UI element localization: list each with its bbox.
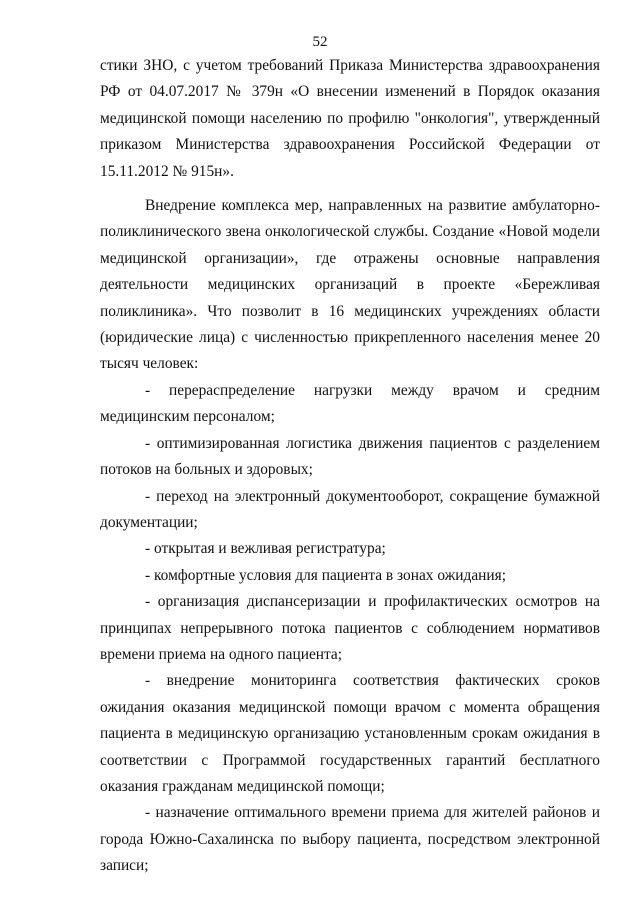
list-item: - открытая и вежливая регистратура; [145,540,386,558]
list-item: - комфортные условия для пациента в зонах ожидания; [145,566,507,584]
list-item: - внедрение мониторинга соответствия фактических сроков ожидания оказания медицинской помощи врачом с момента обращения пациента в медицинскую организацию установленным срокам ожидания в соответствии с Программой государственных гарантий бесплатного оказания гражданам медицинской помощи; [100,672,600,795]
list-item: - оптимизированная логистика движения пациентов с разделением потоков на больных и здоровых; [100,434,600,479]
page-number: 52 [312,34,328,50]
paragraph-intro: Внедрение комплекса мер, направленных на развитие амбулаторно-поликлинического звена онкологической службы. Создание «Новой модели медицинской организации», где отражены основные направления деятельности медицинских организаций в проекте «Бережливая поликлиника». Что позволит в 16 медицинских учреждениях области (юридические лица) с численностью прикрепленного населения менее 20 тысяч человек: [100,197,600,373]
list-item: - переход на электронный документооборот, сокращение бумажной документации; [100,487,600,531]
list-item: - организация диспансеризации и профилактических осмотров на принципах непрерывного потока пациентов с соблюдением нормативов времени приема на одного пациента; [100,593,600,663]
list-item: - перераспределение нагрузки между врачом и средним медицинским персоналом; [100,381,600,426]
list-item: - назначение оптимального времени приема для жителей районов и города Южно-Сахалинска по выбору пациента, посредством электронной записи; [100,804,600,875]
document-body [100,53,600,880]
paragraph-continuation: стики ЗНО, с учетом требований Приказа Министерства здравоохранения РФ от 04.07.2017 № 379н «О внесении изменений в Порядок оказания медицинской помощи населению по профилю "онкология", утвержденный приказом Министерства здравоохранения Российской Федерации от 15.11.2012 № 915н». [100,57,600,180]
